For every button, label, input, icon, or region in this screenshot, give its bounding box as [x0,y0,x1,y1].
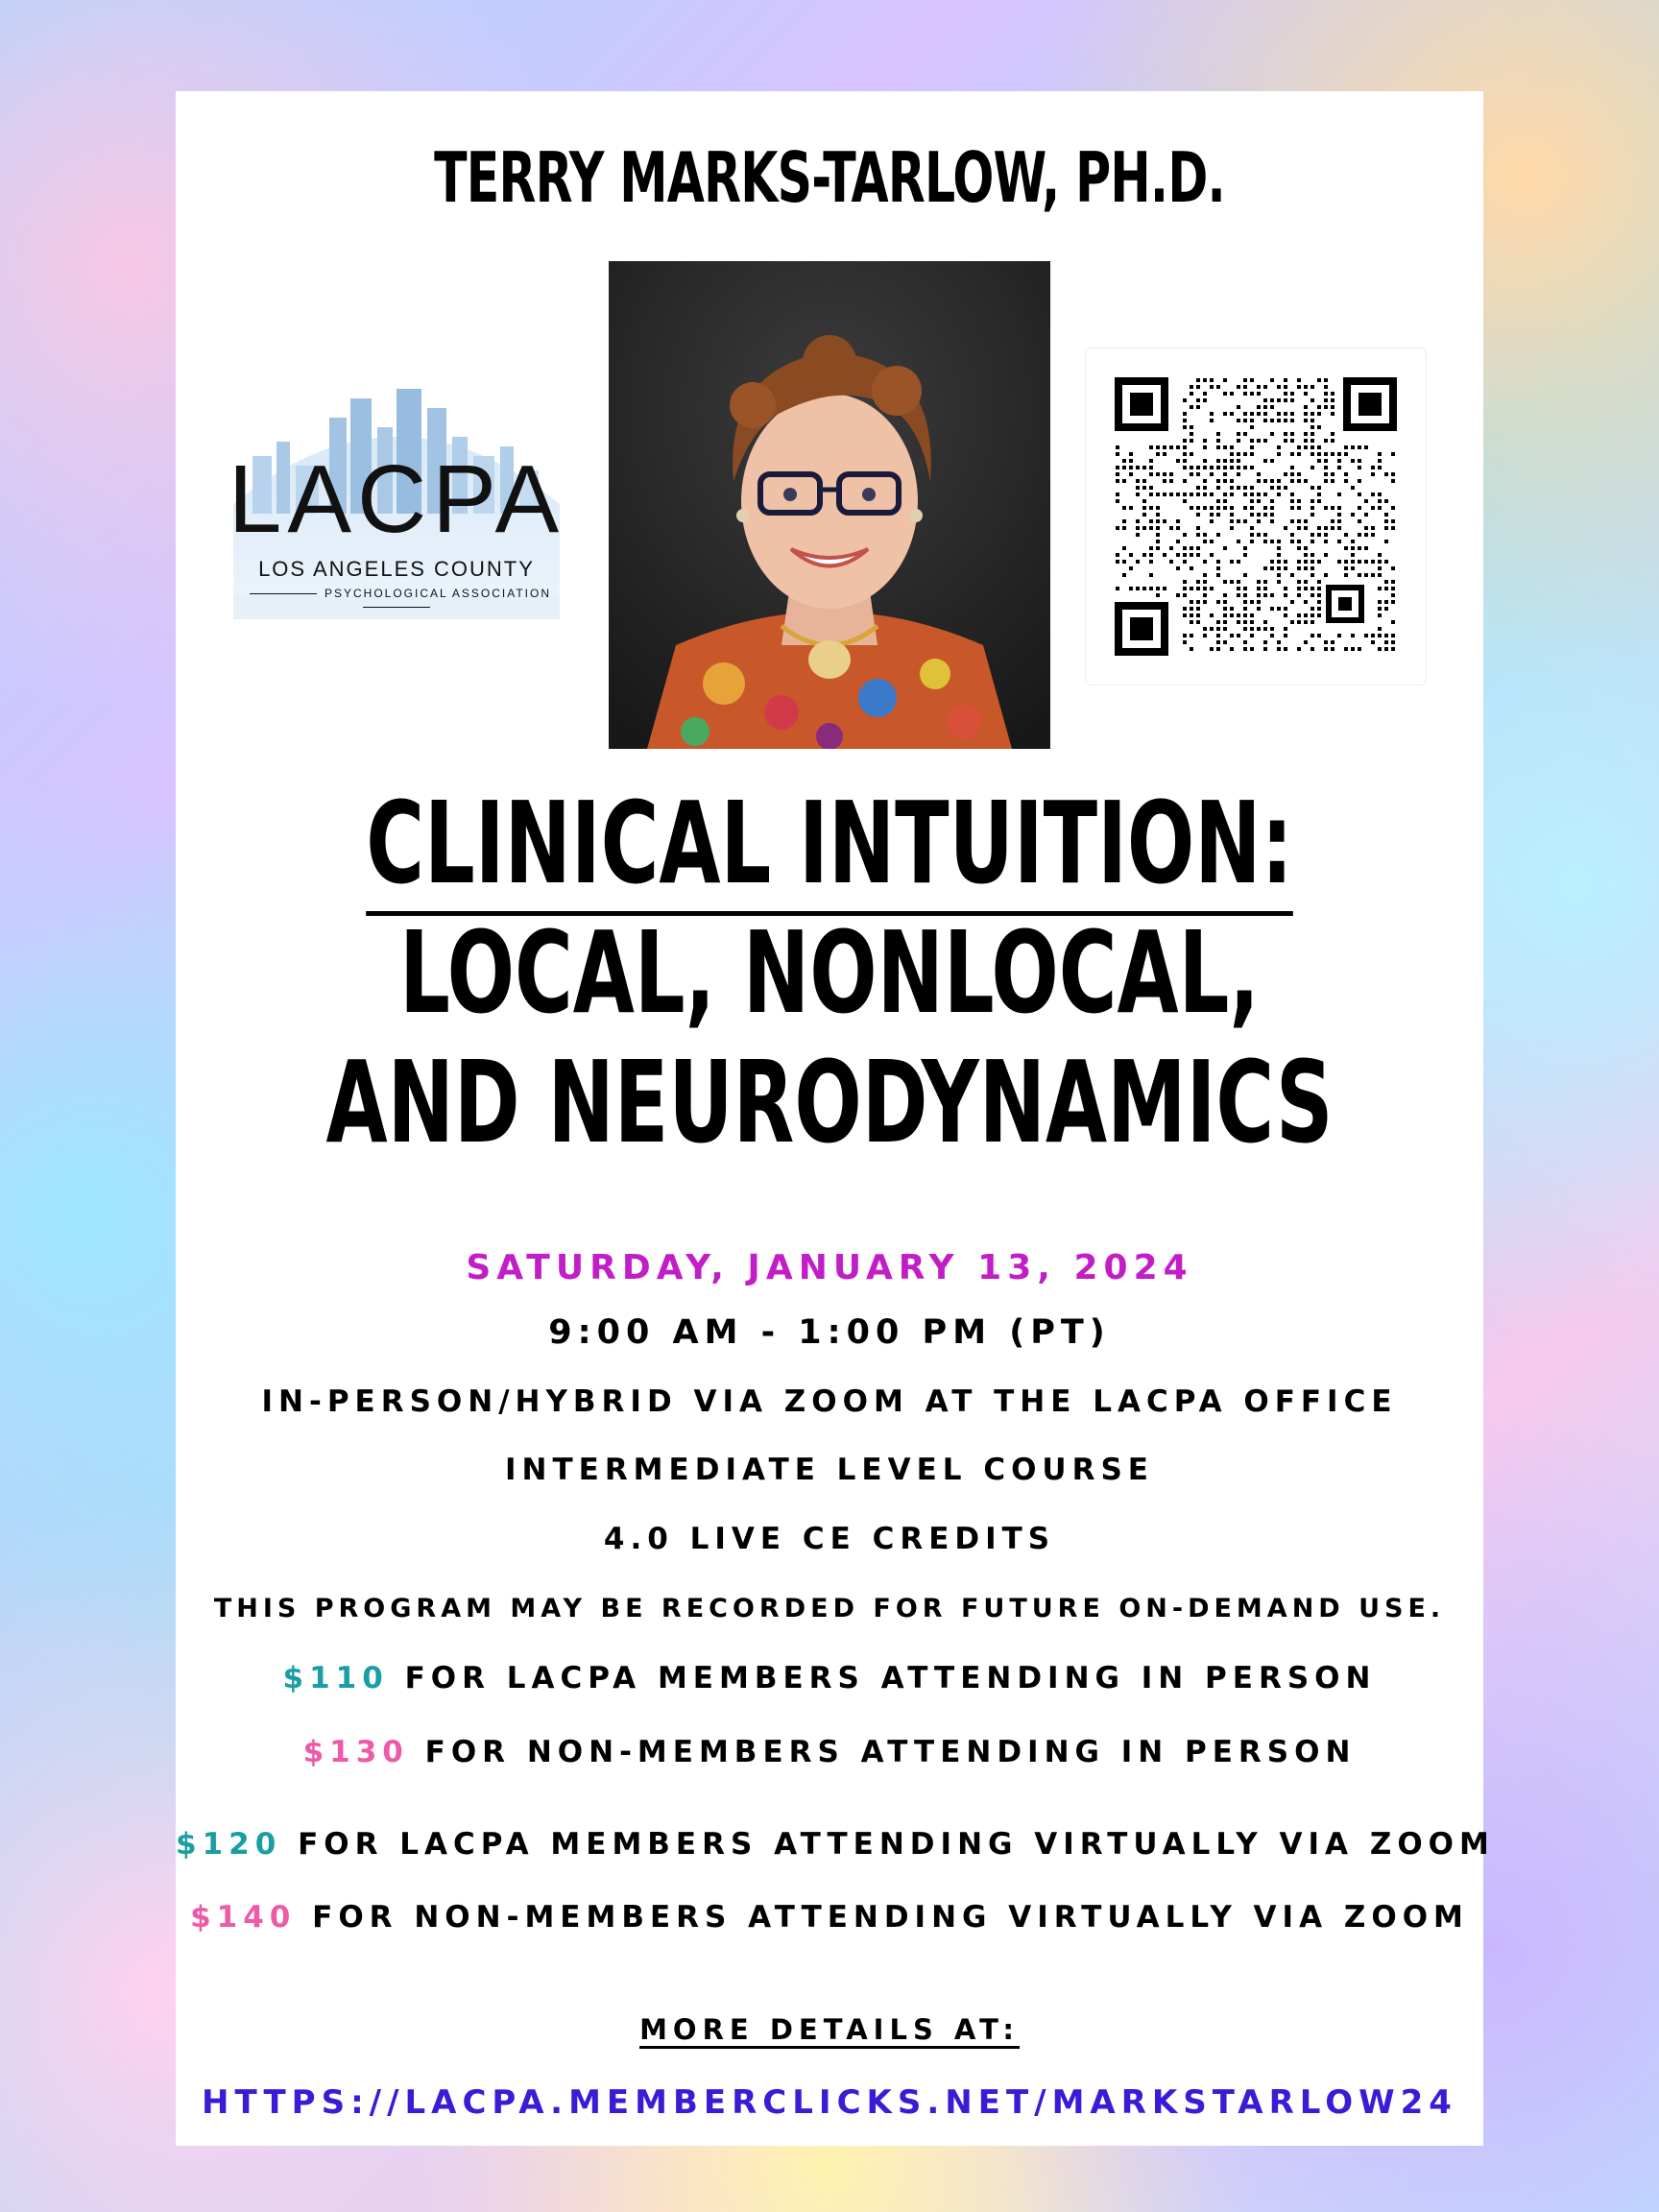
course-level: INTERMEDIATE LEVEL COURSE [505,1453,1154,1487]
recording-notice: THIS PROGRAM MAY BE RECORDED FOR FUTURE ON-DEMAND USE. [213,1594,1446,1623]
logo-wordmark: LACPA [228,445,565,553]
price-row [176,1900,1483,1935]
title-line-2: LOCAL, NONLOCAL, [399,906,1260,1039]
title-line-1: CLINICAL INTUITION: [320,782,1339,903]
price-description: FOR NON-MEMBERS ATTENDING IN PERSON [408,1735,1357,1769]
lacpa-logo [214,389,579,619]
flyer-card [176,91,1495,2146]
price-description: FOR NON-MEMBERS ATTENDING VIRTUALLY VIA ZOOM [296,1900,1469,1935]
price-amount: $120 [176,1827,282,1862]
event-time: 9:00 AM - 1:00 PM (PT) [548,1313,1111,1352]
price-amount: $140 [190,1900,297,1935]
ce-credits: 4.0 LIVE CE CREDITS [603,1522,1056,1556]
event-venue: IN-PERSON/HYBRID VIA ZOOM AT THE LACPA OFFICE [261,1384,1398,1419]
logo-subtitle: LOS ANGELES COUNTY [258,557,535,581]
qr-code-icon[interactable] [1115,377,1397,656]
portrait-image [609,261,1050,749]
speaker-photo [609,261,1050,749]
qr-code[interactable] [1085,348,1427,685]
price-description: FOR LACPA MEMBERS ATTENDING VIRTUALLY VIA ZOOM [281,1827,1495,1862]
price-amount: $110 [282,1661,389,1695]
price-row [176,1827,1495,1862]
details-link[interactable]: HTTPS://LACPA.MEMBERCLICKS.NET/MARKSTARLOW24 [202,2083,1457,2122]
logo-subtitle-2: PSYCHOLOGICAL ASSOCIATION [214,587,579,613]
price-description: FOR LACPA MEMBERS ATTENDING IN PERSON [388,1661,1377,1695]
title-line-3: AND NEURODYNAMICS [325,1036,1334,1168]
price-row [176,1661,1483,1695]
price-row [176,1735,1483,1769]
speaker-name: TERRY MARKS-TARLOW, PH.D. [434,137,1225,218]
more-details-label: MORE DETAILS AT: [176,2013,1483,2046]
price-amount: $130 [302,1735,409,1769]
event-date: SATURDAY, JANUARY 13, 2024 [466,1248,1193,1287]
